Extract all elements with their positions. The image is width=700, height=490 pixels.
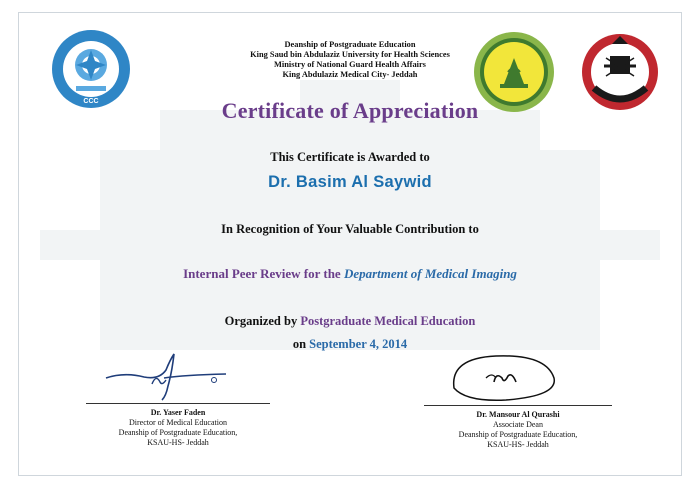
organized-line [0,314,700,329]
organizer-name: Postgraduate Medical Education [300,314,476,328]
recipient-name: Dr. Basim Al Saywid [268,173,432,191]
signature-line-left [86,403,270,404]
signatory-left-org: KSAU-HS- Jeddah [147,438,209,447]
date-prefix: on [292,337,307,351]
organized-prefix: Organized by [224,314,298,328]
signatory-left-title: Director of Medical Education [129,418,227,427]
department-name: Department of Medical Imaging [343,266,517,281]
review-prefix: Internal Peer Review for the [183,266,341,281]
recognition-line: In Recognition of Your Valuable Contribution to [221,222,479,236]
signatory-left [88,408,268,448]
signatory-left-name: Dr. Yaser Faden [150,408,206,417]
header-line: Ministry of National Guard Health Affairs [274,60,426,69]
signatory-right-title: Associate Dean [493,420,543,429]
header-line: King Saud bin Abdulaziz University for Health Sciences [250,50,450,59]
signatory-right-name: Dr. Mansour Al Qurashi [476,410,560,419]
signature-right [446,348,561,406]
certificate-title: Certificate of Appreciation [221,98,479,123]
awarded-line: This Certificate is Awarded to [270,150,430,164]
signature-line-right [424,405,612,406]
review-line [0,266,700,282]
header-line: King Abdulaziz Medical City- Jeddah [282,70,418,79]
event-date: September 4, 2014 [309,337,408,351]
signatory-right-org: KSAU-HS- Jeddah [487,440,549,449]
signature-left [104,350,229,405]
header-line: Deanship of Postgraduate Education [284,40,416,49]
signatory-right-dept: Deanship of Postgraduate Education, [458,430,578,439]
logo-left-bottom-text: CCC [83,98,99,105]
signatory-left-dept: Deanship of Postgraduate Education, [118,428,238,437]
signatory-right [428,410,608,450]
